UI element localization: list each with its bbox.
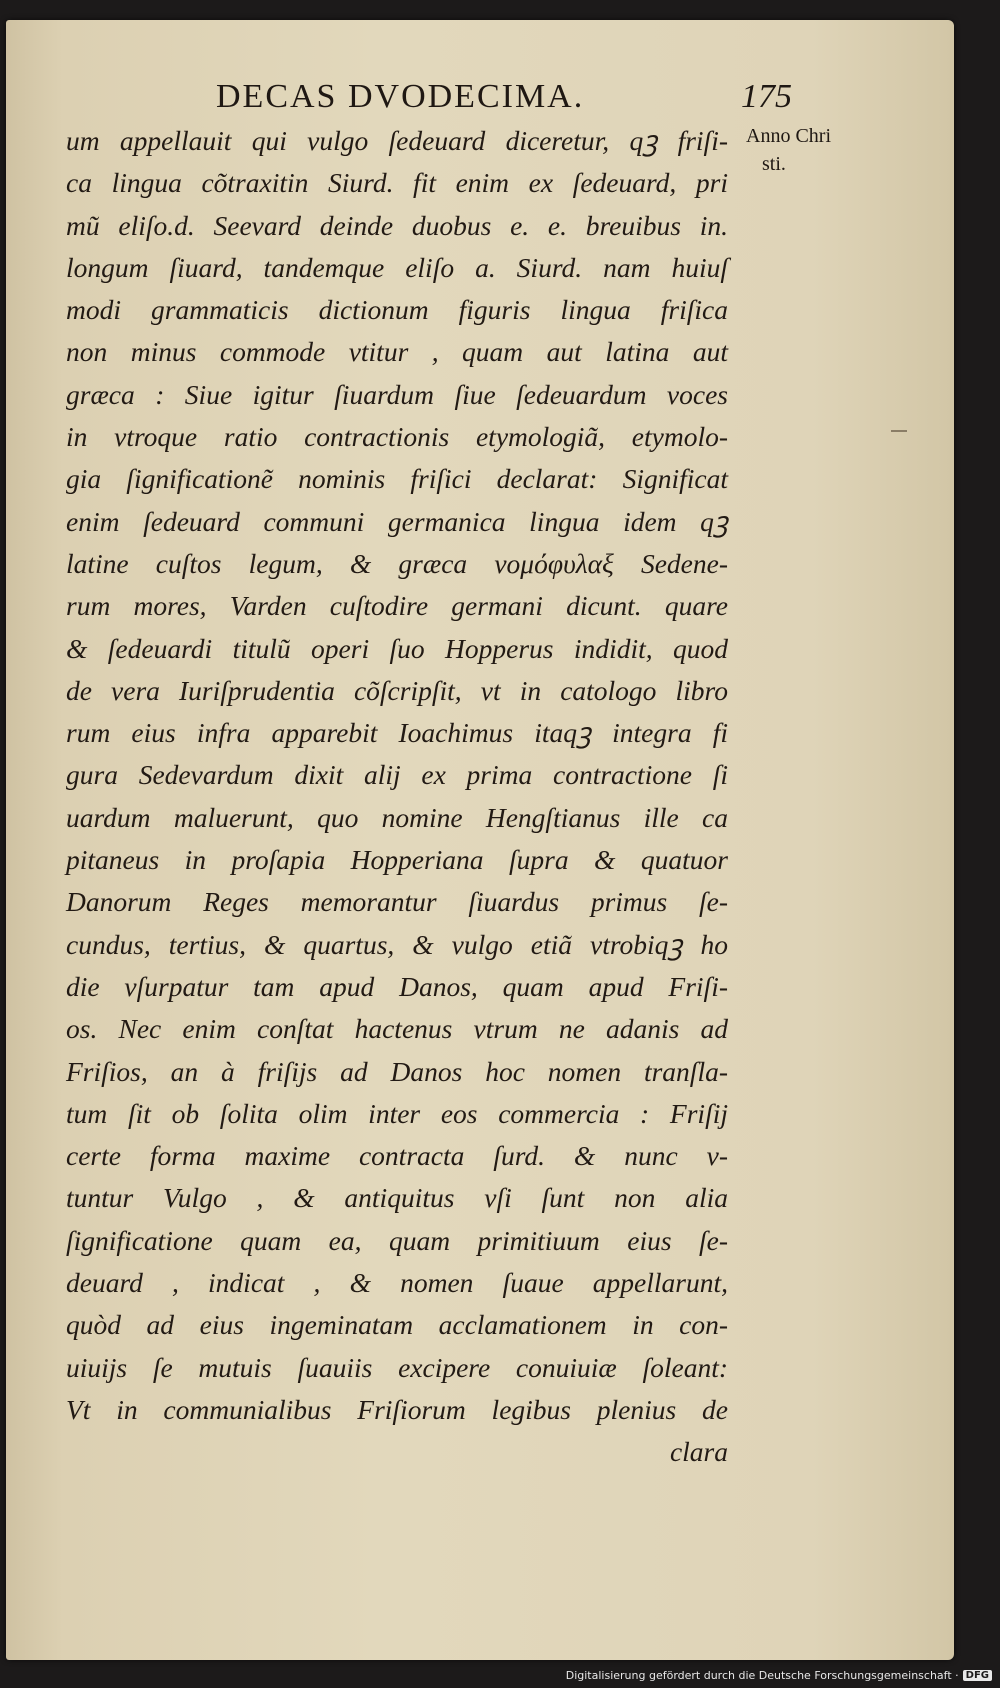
text-line: Danorum Reges memorantur ſiuardus primus ſe- xyxy=(66,886,728,918)
text-line: & ſedeuardi titulũ operi ſuo Hopperus indidit, quod xyxy=(66,632,728,664)
text-line: uiuijs ſe mutuis ſuauiis excipere conuiuiæ ſoleant: xyxy=(66,1351,728,1383)
text-line: ſignificatione quam ea, quam primitiuum eius ſe- xyxy=(66,1224,728,1256)
text-line: mũ eliſo.d. Seevard deinde duobus e. e. breuibus in. xyxy=(66,209,728,241)
dfg-logo: DFG xyxy=(963,1670,992,1681)
margin-note xyxy=(746,122,866,178)
text-line: tuntur Vulgo , & antiquitus vſi ſunt non alia xyxy=(66,1182,728,1214)
book-page xyxy=(6,20,954,1660)
text-line: in vtroque ratio contractionis etymologiã, etymolo- xyxy=(66,421,728,453)
text-line: um appellauit qui vulgo ſedeuard diceretur, qꝫ friſi- xyxy=(66,125,728,156)
text-line: Vt in communialibus Friſiorum legibus plenius de xyxy=(66,1393,728,1425)
credit-text: Digitalisierung gefördert durch die Deutsche Forschungsgemeinschaft · xyxy=(565,1669,959,1682)
text-line: rum eius infra apparebit Ioachimus itaqꝫ integra fi xyxy=(66,717,728,749)
text-line: tum ſit ob ſolita olim inter eos commercia : Friſij xyxy=(66,1097,728,1129)
text-line: ca lingua cõtraxitin Siurd. fit enim ex ſedeuard, pri xyxy=(66,167,728,199)
text-line: Friſios, an à friſijs ad Danos hoc nomen tranſla- xyxy=(66,1055,728,1087)
text-line: enim ſedeuard communi germanica lingua idem qꝫ xyxy=(66,505,728,537)
margin-mark xyxy=(891,430,907,432)
text-line: cundus, tertius, & quartus, & vulgo etiã vtrobiqꝫ ho xyxy=(66,928,728,960)
page-number: 175 xyxy=(741,78,792,115)
text-line: gia ſignificationẽ nominis friſici declarat: Significat xyxy=(66,463,728,495)
catchword: clara xyxy=(669,1436,728,1468)
body-text xyxy=(66,120,728,1474)
text-line: pitaneus in proſapia Hopperiana ſupra & quatuor xyxy=(66,844,728,876)
margin-note-line: Anno Chri xyxy=(746,125,831,147)
text-line: quòd ad eius ingeminatam acclamationem in con- xyxy=(66,1309,728,1341)
running-title: DECAS DVODECIMA. xyxy=(216,78,585,115)
text-line: deuard , indicat , & nomen ſuaue appellarunt, xyxy=(66,1267,728,1299)
text-line: longum ſiuard, tandemque eliſo a. Siurd. nam huiuſ xyxy=(66,251,728,283)
text-line: gura Sedevardum dixit alij ex prima contractione ſi xyxy=(66,759,728,791)
margin-note-line: sti. xyxy=(762,153,786,175)
text-line: de vera Iuriſprudentia cõſcripſit, vt in catologo libro xyxy=(66,674,728,706)
digitization-credit xyxy=(566,1669,992,1682)
text-line: os. Nec enim conſtat hactenus vtrum ne adanis ad xyxy=(66,1013,728,1045)
text-line: modi grammaticis dictionum figuris lingua friſica xyxy=(66,294,728,326)
text-line: certe forma maxime contracta ſurd. & nunc v- xyxy=(66,1140,728,1172)
text-line: latine cuſtos legum, & græca νομόφυλαξ Sedene- xyxy=(66,547,728,579)
text-line: rum mores, Varden cuſtodire germani dicunt. quare xyxy=(66,590,728,622)
text-line: non minus commode vtitur , quam aut latina aut xyxy=(66,336,728,368)
text-line: græca : Siue igitur ſiuardum ſiue ſedeuardum voces xyxy=(66,378,728,410)
text-line: uardum maluerunt, quo nomine Hengſtianus ille ca xyxy=(66,801,728,833)
text-line: die vſurpatur tam apud Danos, quam apud Friſi- xyxy=(66,970,728,1002)
